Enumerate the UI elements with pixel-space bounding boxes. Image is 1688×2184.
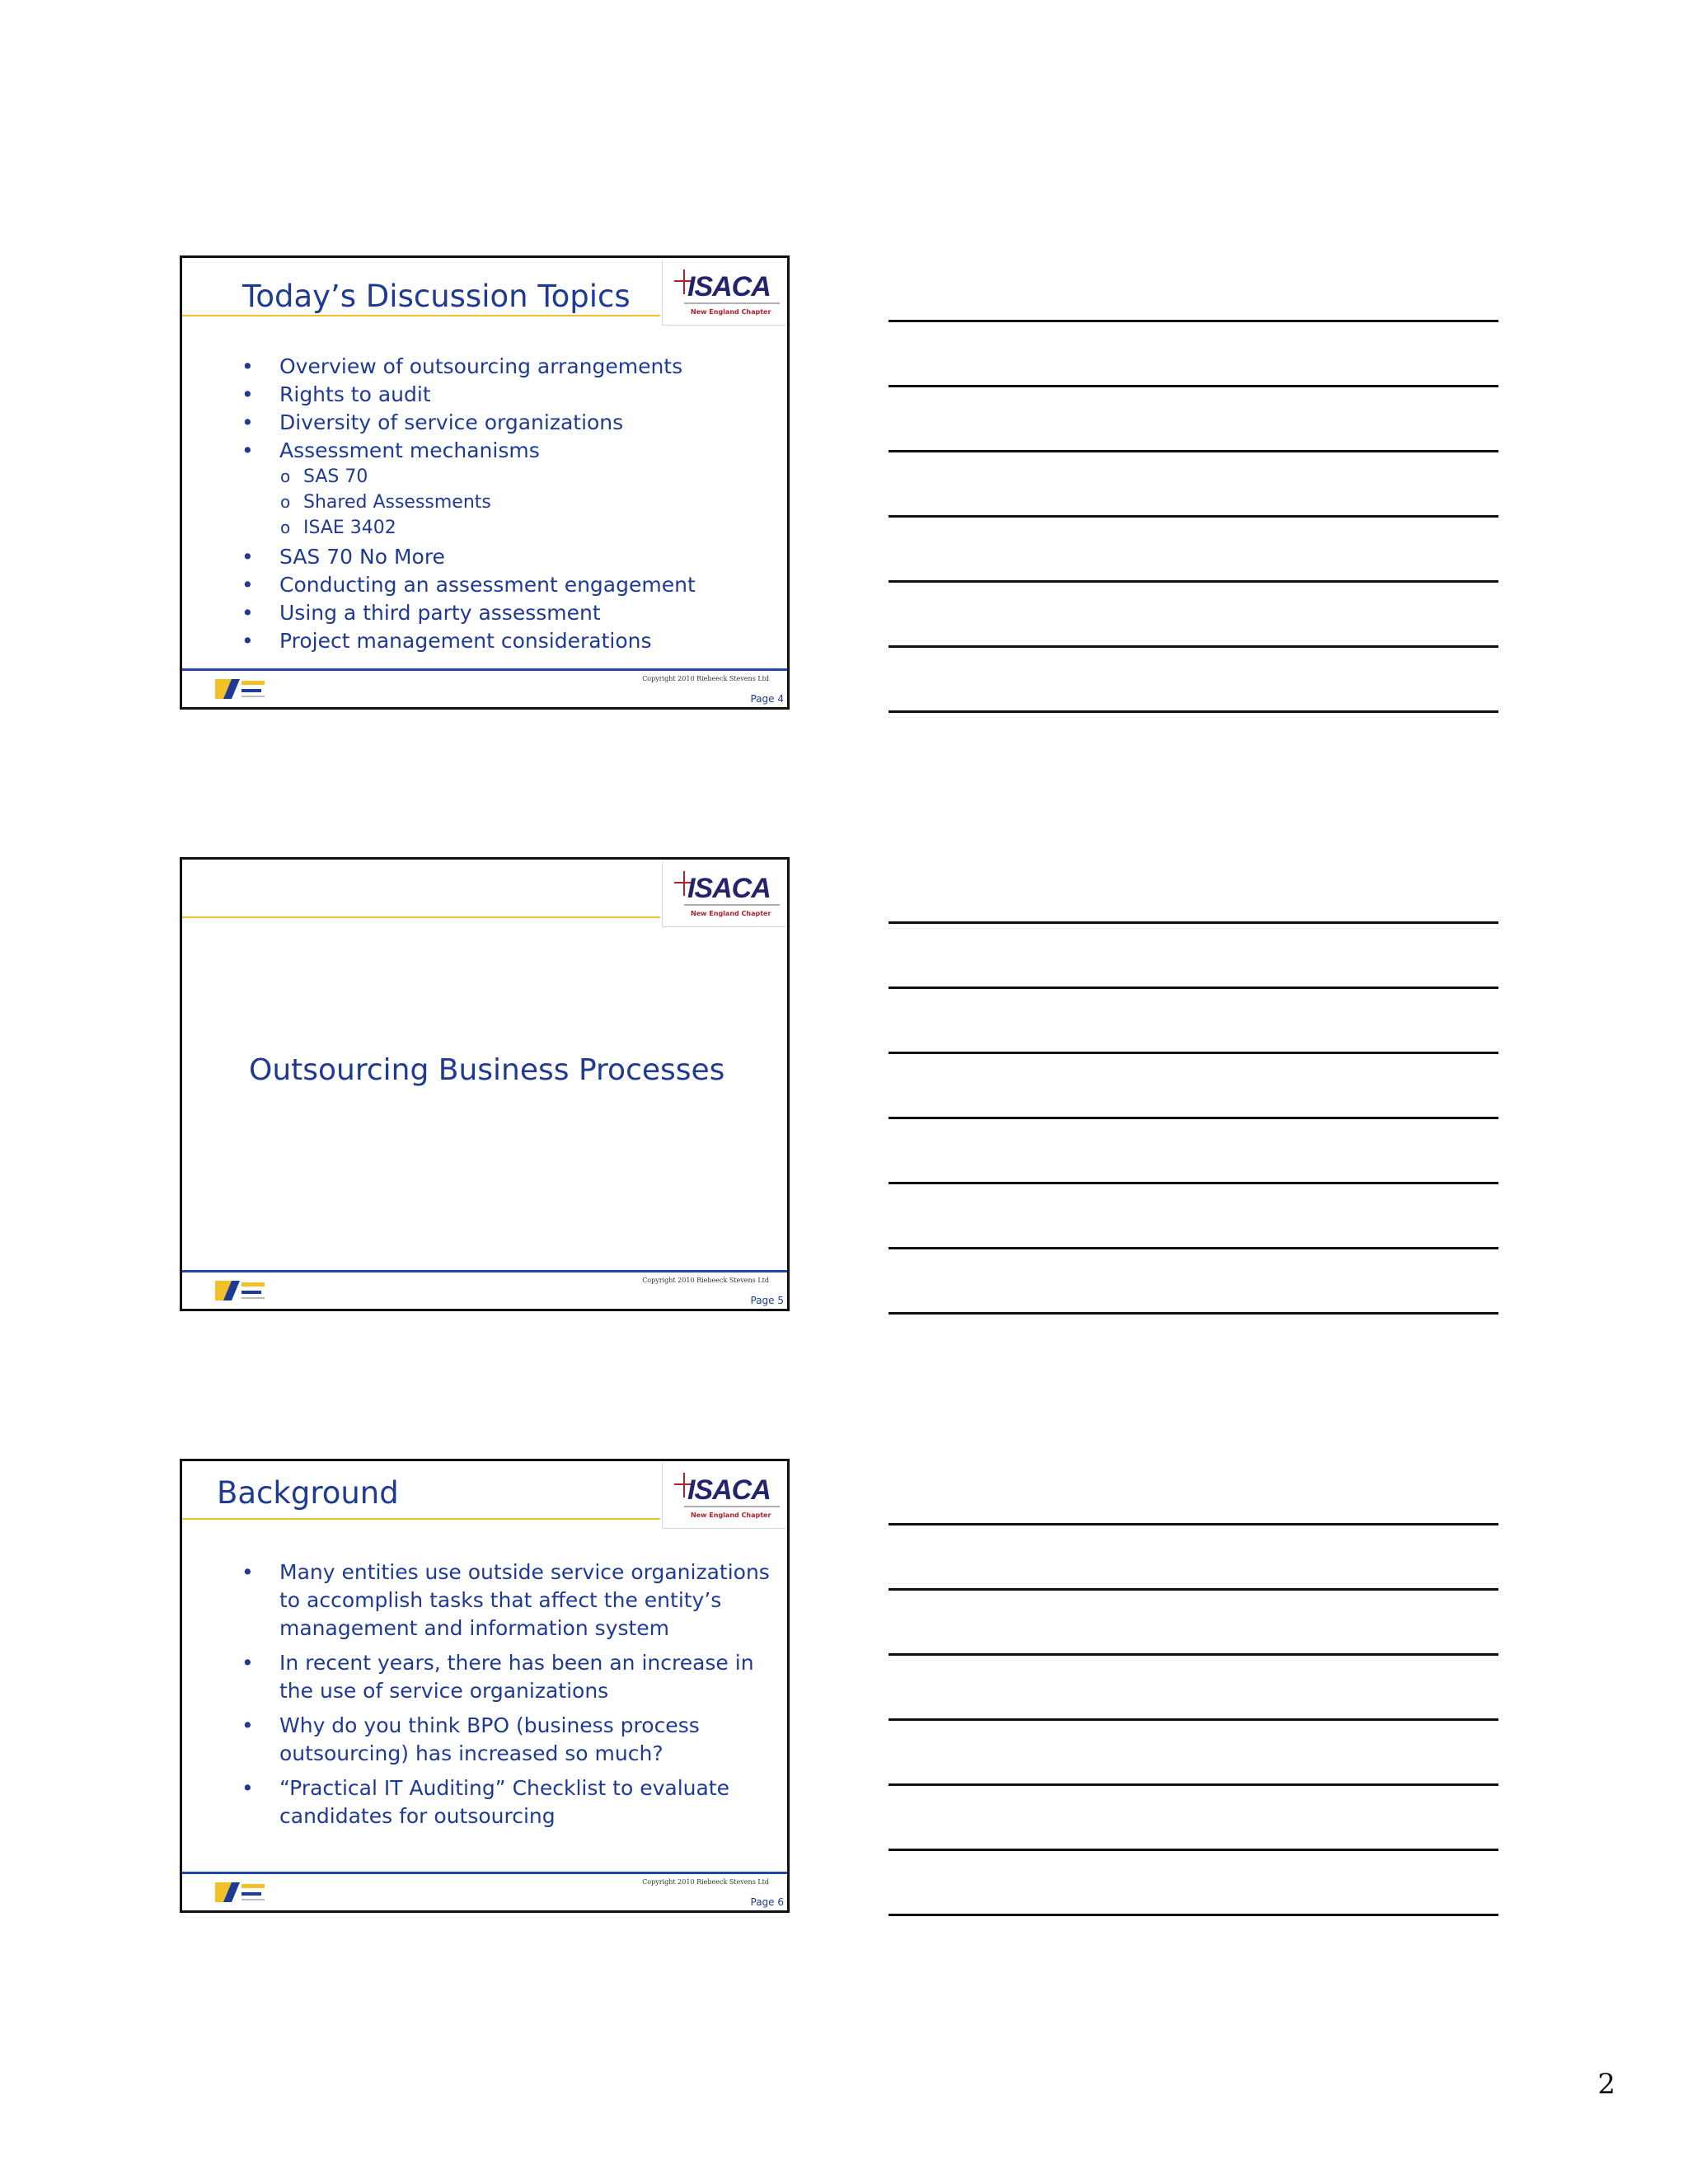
copyright: Copyright 2010 Riebeeck Stevens Ltd: [642, 1277, 769, 1284]
notes-line: [889, 580, 1498, 583]
slide-6: [180, 1459, 790, 1913]
logo-subtitle: New England Chapter: [691, 308, 771, 316]
notes-line: [889, 1588, 1498, 1591]
copyright: Copyright 2010 Riebeeck Stevens Ltd: [642, 1878, 769, 1886]
logo-wordmark: ISACA: [687, 271, 771, 302]
notes-line: [889, 1849, 1498, 1851]
notes-line: [889, 1312, 1498, 1315]
sub-list-item: o SAS 70: [280, 466, 368, 487]
list-item-continued: the use of service organizations: [279, 1679, 609, 1703]
slide-title: Today’s Discussion Topics: [242, 279, 631, 314]
isaca-logo: [662, 260, 785, 326]
notes-line: [889, 1718, 1498, 1721]
slide-5: [180, 857, 790, 1311]
list-item: • Why do you think BPO (business process: [241, 1713, 700, 1737]
list-item: • Conducting an assessment engagement: [241, 573, 696, 597]
list-item: • In recent years, there has been an increase in: [241, 1651, 754, 1675]
logo-subtitle: New England Chapter: [691, 1511, 771, 1519]
slide-page-label: Page 4: [750, 693, 784, 705]
company-logo-icon: [215, 676, 268, 701]
notes-line: [889, 450, 1498, 452]
footer-rule: [182, 668, 787, 671]
notes-line: [889, 1914, 1498, 1916]
list-item-continued: outsourcing) has increased so much?: [279, 1741, 663, 1765]
notes-line: [889, 1653, 1498, 1656]
notes-line: [889, 987, 1498, 989]
notes-line: [889, 1182, 1498, 1184]
title-rule: [182, 916, 660, 918]
list-item: • Many entities use outside service organizations: [241, 1560, 770, 1584]
list-item: • Diversity of service organizations: [241, 410, 624, 434]
page-number: 2: [1597, 2068, 1615, 2101]
logo-subtitle: New England Chapter: [691, 910, 771, 917]
list-item-continued: management and information system: [279, 1616, 670, 1640]
list-item: • Project management considerations: [241, 629, 652, 653]
section-title: Outsourcing Business Processes: [249, 1053, 725, 1087]
logo-wordmark: ISACA: [687, 1474, 771, 1506]
logo-wordmark: ISACA: [687, 873, 771, 904]
title-rule: [182, 1518, 660, 1520]
notes-line: [889, 515, 1498, 518]
footer-rule: [182, 1872, 787, 1874]
notes-line: [889, 385, 1498, 387]
footer-rule: [182, 1270, 787, 1272]
slide-4: [180, 255, 790, 710]
notes-line: [889, 1052, 1498, 1054]
list-item: • Rights to audit: [241, 382, 431, 406]
company-logo-icon: [215, 1277, 268, 1302]
sub-list-item: o ISAE 3402: [280, 518, 396, 538]
notes-line: [889, 921, 1498, 924]
sub-list-item: o Shared Assessments: [280, 492, 491, 513]
title-rule: [182, 315, 660, 316]
list-item: • Overview of outsourcing arrangements: [241, 354, 683, 378]
list-item-continued: to accomplish tasks that affect the entity’s: [279, 1588, 722, 1612]
copyright: Copyright 2010 Riebeeck Stevens Ltd: [642, 675, 769, 682]
list-item: • “Practical IT Auditing” Checklist to evaluate: [241, 1776, 729, 1800]
isaca-logo: [662, 861, 785, 927]
isaca-logo: [662, 1463, 785, 1529]
notes-line: [889, 1783, 1498, 1786]
list-item: • SAS 70 No More: [241, 545, 445, 569]
list-item-continued: candidates for outsourcing: [279, 1804, 556, 1828]
notes-line: [889, 1117, 1498, 1119]
notes-line: [889, 1247, 1498, 1249]
list-item: • Assessment mechanisms: [241, 438, 540, 462]
notes-line: [889, 1523, 1498, 1526]
slide-page-label: Page 5: [750, 1295, 784, 1306]
notes-line: [889, 710, 1498, 713]
notes-line: [889, 320, 1498, 322]
list-item: • Using a third party assessment: [241, 601, 601, 625]
company-logo-icon: [215, 1879, 268, 1904]
slide-page-label: Page 6: [750, 1896, 784, 1908]
notes-line: [889, 645, 1498, 648]
slide-title: Background: [217, 1475, 399, 1511]
